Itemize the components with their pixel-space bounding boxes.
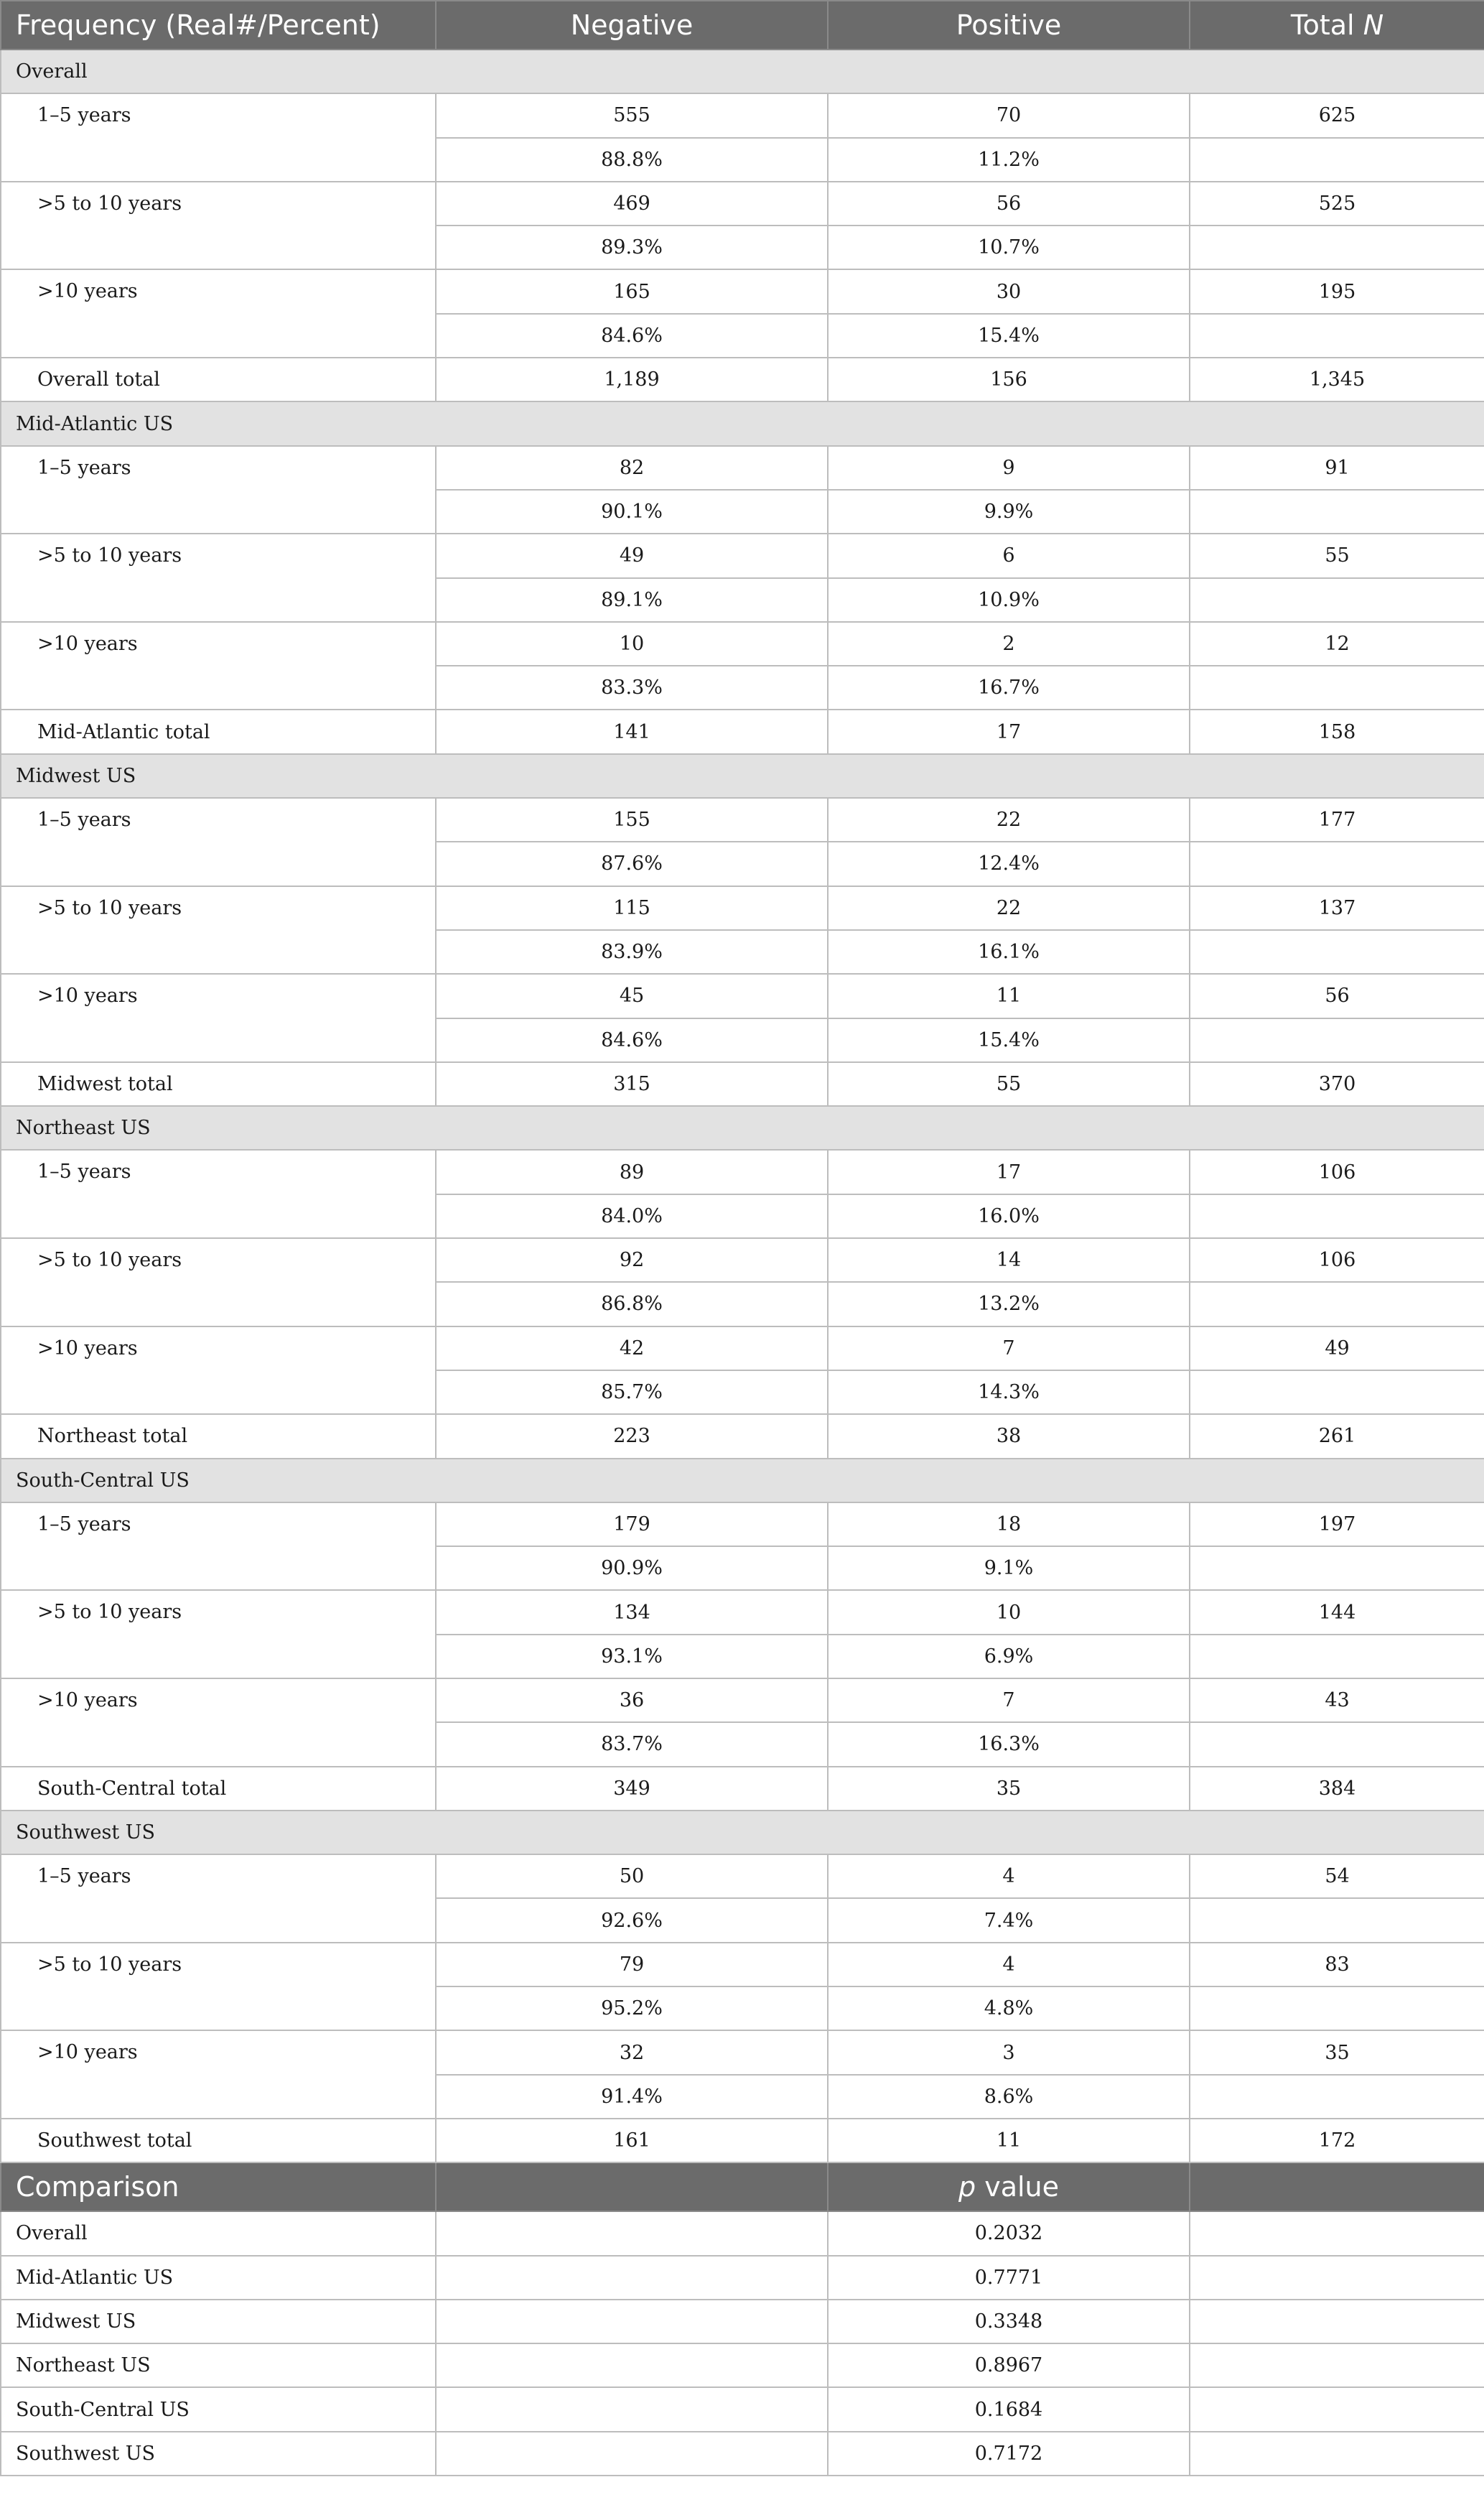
- positive-percent: 11.2%: [828, 138, 1190, 182]
- comparison-header-empty: [1190, 2162, 1484, 2211]
- negative-percent: 84.6%: [436, 314, 828, 358]
- negative-count: 45: [436, 974, 828, 1018]
- grand-total: 384: [1190, 1767, 1484, 1811]
- positive-percent: 16.7%: [828, 666, 1190, 710]
- section-title: South-Central US: [1, 1459, 1484, 1502]
- negative-percent: 93.1%: [436, 1635, 828, 1678]
- header-total-n: [1190, 1, 1484, 50]
- positive-count: 70: [828, 93, 1190, 137]
- p-value: 0.7771: [828, 2256, 1190, 2300]
- negative-count: 42: [436, 1326, 828, 1370]
- positive-percent: 16.3%: [828, 1722, 1190, 1766]
- comparison-empty: [436, 2256, 828, 2300]
- table-row: [1, 1678, 1484, 1722]
- negative-percent: 88.8%: [436, 138, 828, 182]
- total-count: 177: [1190, 798, 1484, 842]
- comparison-label: South-Central US: [1, 2387, 436, 2431]
- comparison-empty: [1190, 2387, 1484, 2431]
- comparison-row: [1, 2343, 1484, 2387]
- total-percent-empty: [1190, 1898, 1484, 1942]
- row-label: >5 to 10 years: [1, 534, 436, 622]
- total-count: 91: [1190, 446, 1484, 490]
- comparison-empty: [1190, 2256, 1484, 2300]
- negative-count: 36: [436, 1678, 828, 1722]
- total-count: 137: [1190, 886, 1484, 930]
- total-percent-empty: [1190, 1986, 1484, 2030]
- positive-total: 35: [828, 1767, 1190, 1811]
- header-total-prefix: Total: [1290, 9, 1355, 41]
- total-row: [1, 1414, 1484, 1458]
- total-count: 54: [1190, 1854, 1484, 1898]
- total-label: Midwest total: [1, 1062, 436, 1106]
- row-label: 1–5 years: [1, 446, 436, 534]
- section-title: Northeast US: [1, 1106, 1484, 1150]
- table-row: [1, 93, 1484, 137]
- total-count: 43: [1190, 1678, 1484, 1722]
- negative-total: 315: [436, 1062, 828, 1106]
- p-value: 0.7172: [828, 2432, 1190, 2476]
- negative-count: 179: [436, 1502, 828, 1546]
- table-row: [1, 446, 1484, 490]
- row-label: >5 to 10 years: [1, 886, 436, 975]
- negative-count: 10: [436, 622, 828, 666]
- total-percent-empty: [1190, 1546, 1484, 1590]
- positive-percent: 10.9%: [828, 578, 1190, 622]
- table-row: [1, 1943, 1484, 1986]
- positive-percent: 13.2%: [828, 1282, 1190, 1326]
- negative-count: 115: [436, 886, 828, 930]
- positive-percent: 12.4%: [828, 842, 1190, 886]
- header-positive: Positive: [828, 1, 1190, 50]
- negative-total: 161: [436, 2119, 828, 2162]
- total-percent-empty: [1190, 1018, 1484, 1062]
- table-row: [1, 1854, 1484, 1898]
- positive-percent: 14.3%: [828, 1370, 1190, 1414]
- section-header-row: [1, 754, 1484, 798]
- total-percent-empty: [1190, 490, 1484, 534]
- table-row: [1, 974, 1484, 1018]
- comparison-header-empty: [436, 2162, 828, 2211]
- positive-total: 156: [828, 358, 1190, 401]
- comparison-label: Midwest US: [1, 2300, 436, 2343]
- p-value-suffix: value: [984, 2171, 1059, 2203]
- total-label: Overall total: [1, 358, 436, 401]
- negative-count: 89: [436, 1150, 828, 1194]
- positive-count: 4: [828, 1854, 1190, 1898]
- positive-count: 9: [828, 446, 1190, 490]
- negative-percent: 85.7%: [436, 1370, 828, 1414]
- positive-total: 55: [828, 1062, 1190, 1106]
- positive-count: 11: [828, 974, 1190, 1018]
- negative-total: 223: [436, 1414, 828, 1458]
- negative-percent: 84.0%: [436, 1194, 828, 1238]
- negative-total: 1,189: [436, 358, 828, 401]
- comparison-empty: [1190, 2211, 1484, 2255]
- positive-count: 2: [828, 622, 1190, 666]
- total-count: 106: [1190, 1150, 1484, 1194]
- negative-count: 555: [436, 93, 828, 137]
- header-frequency: Frequency (Real#/Percent): [1, 1, 436, 50]
- row-label: >5 to 10 years: [1, 1590, 436, 1678]
- positive-percent: 9.9%: [828, 490, 1190, 534]
- negative-count: 155: [436, 798, 828, 842]
- total-label: Mid-Atlantic total: [1, 710, 436, 753]
- total-count: 12: [1190, 622, 1484, 666]
- total-percent-empty: [1190, 666, 1484, 710]
- negative-percent: 91.4%: [436, 2075, 828, 2119]
- positive-percent: 4.8%: [828, 1986, 1190, 2030]
- negative-percent: 89.1%: [436, 578, 828, 622]
- comparison-row: [1, 2256, 1484, 2300]
- positive-count: 14: [828, 1238, 1190, 1282]
- negative-count: 82: [436, 446, 828, 490]
- total-percent-empty: [1190, 1635, 1484, 1678]
- positive-count: 6: [828, 534, 1190, 577]
- positive-total: 38: [828, 1414, 1190, 1458]
- table-row: [1, 622, 1484, 666]
- p-value: 0.2032: [828, 2211, 1190, 2255]
- total-percent-empty: [1190, 138, 1484, 182]
- positive-count: 10: [828, 1590, 1190, 1634]
- total-percent-empty: [1190, 1282, 1484, 1326]
- positive-count: 4: [828, 1943, 1190, 1986]
- negative-count: 49: [436, 534, 828, 577]
- total-count: 49: [1190, 1326, 1484, 1370]
- comparison-empty: [1190, 2432, 1484, 2476]
- grand-total: 1,345: [1190, 358, 1484, 401]
- table-row: [1, 1502, 1484, 1546]
- row-label: >10 years: [1, 269, 436, 358]
- total-percent-empty: [1190, 1370, 1484, 1414]
- row-label: 1–5 years: [1, 1150, 436, 1238]
- positive-count: 7: [828, 1678, 1190, 1722]
- row-label: 1–5 years: [1, 93, 436, 182]
- total-percent-empty: [1190, 314, 1484, 358]
- negative-count: 165: [436, 269, 828, 313]
- total-percent-empty: [1190, 842, 1484, 886]
- table-row: [1, 1590, 1484, 1634]
- negative-total: 141: [436, 710, 828, 753]
- negative-count: 32: [436, 2030, 828, 2074]
- total-percent-empty: [1190, 578, 1484, 622]
- positive-percent: 15.4%: [828, 1018, 1190, 1062]
- negative-percent: 83.9%: [436, 930, 828, 974]
- total-percent-empty: [1190, 1194, 1484, 1238]
- total-count: 83: [1190, 1943, 1484, 1986]
- table-row: [1, 1238, 1484, 1282]
- section-header-row: [1, 50, 1484, 93]
- section-header-row: [1, 1459, 1484, 1502]
- total-count: 35: [1190, 2030, 1484, 2074]
- positive-count: 18: [828, 1502, 1190, 1546]
- positive-count: 3: [828, 2030, 1190, 2074]
- negative-percent: 87.6%: [436, 842, 828, 886]
- total-count: 195: [1190, 269, 1484, 313]
- table-row: [1, 182, 1484, 226]
- positive-count: 17: [828, 1150, 1190, 1194]
- total-row: [1, 1767, 1484, 1811]
- total-label: Southwest total: [1, 2119, 436, 2162]
- positive-total: 11: [828, 2119, 1190, 2162]
- section-header-row: [1, 1811, 1484, 1854]
- negative-percent: 84.6%: [436, 1018, 828, 1062]
- negative-percent: 90.9%: [436, 1546, 828, 1590]
- section-title: Overall: [1, 50, 1484, 93]
- grand-total: 172: [1190, 2119, 1484, 2162]
- negative-percent: 83.7%: [436, 1722, 828, 1766]
- row-label: >10 years: [1, 974, 436, 1062]
- negative-percent: 86.8%: [436, 1282, 828, 1326]
- section-title: Midwest US: [1, 754, 1484, 798]
- comparison-row: [1, 2211, 1484, 2255]
- grand-total: 261: [1190, 1414, 1484, 1458]
- row-label: >5 to 10 years: [1, 182, 436, 270]
- total-row: [1, 358, 1484, 401]
- total-row: [1, 2119, 1484, 2162]
- row-label: 1–5 years: [1, 1502, 436, 1591]
- comparison-label: Mid-Atlantic US: [1, 2256, 436, 2300]
- header-negative: Negative: [436, 1, 828, 50]
- table-row: [1, 1326, 1484, 1370]
- negative-percent: 95.2%: [436, 1986, 828, 2030]
- p-value: 0.8967: [828, 2343, 1190, 2387]
- comparison-row: [1, 2387, 1484, 2431]
- comparison-empty: [436, 2387, 828, 2431]
- comparison-row: [1, 2432, 1484, 2476]
- total-count: 56: [1190, 974, 1484, 1018]
- positive-percent: 7.4%: [828, 1898, 1190, 1942]
- row-label: >10 years: [1, 2030, 436, 2119]
- table-header-row: [1, 1, 1484, 50]
- comparison-empty: [436, 2211, 828, 2255]
- total-count: 197: [1190, 1502, 1484, 1546]
- comparison-empty: [436, 2343, 828, 2387]
- table-row: [1, 886, 1484, 930]
- table-row: [1, 534, 1484, 577]
- comparison-label: Southwest US: [1, 2432, 436, 2476]
- comparison-empty: [1190, 2343, 1484, 2387]
- total-percent-empty: [1190, 2075, 1484, 2119]
- comparison-label: Northeast US: [1, 2343, 436, 2387]
- positive-count: 56: [828, 182, 1190, 226]
- total-row: [1, 1062, 1484, 1106]
- negative-total: 349: [436, 1767, 828, 1811]
- total-count: 625: [1190, 93, 1484, 137]
- total-percent-empty: [1190, 226, 1484, 269]
- comparison-empty: [1190, 2300, 1484, 2343]
- header-total-var: N: [1363, 9, 1384, 41]
- negative-percent: 83.3%: [436, 666, 828, 710]
- row-label: 1–5 years: [1, 1854, 436, 1943]
- total-row: [1, 710, 1484, 753]
- p-value: 0.1684: [828, 2387, 1190, 2431]
- negative-count: 92: [436, 1238, 828, 1282]
- grand-total: 370: [1190, 1062, 1484, 1106]
- positive-percent: 16.0%: [828, 1194, 1190, 1238]
- positive-total: 17: [828, 710, 1190, 753]
- p-value-var: p: [958, 2171, 976, 2203]
- positive-count: 22: [828, 798, 1190, 842]
- comparison-empty: [436, 2300, 828, 2343]
- section-title: Mid-Atlantic US: [1, 401, 1484, 445]
- negative-count: 79: [436, 1943, 828, 1986]
- negative-percent: 92.6%: [436, 1898, 828, 1942]
- positive-count: 22: [828, 886, 1190, 930]
- positive-percent: 6.9%: [828, 1635, 1190, 1678]
- negative-percent: 89.3%: [436, 226, 828, 269]
- total-count: 55: [1190, 534, 1484, 577]
- row-label: >10 years: [1, 1326, 436, 1415]
- total-label: Northeast total: [1, 1414, 436, 1458]
- table-row: [1, 798, 1484, 842]
- negative-count: 134: [436, 1590, 828, 1634]
- positive-percent: 10.7%: [828, 226, 1190, 269]
- section-header-row: [1, 1106, 1484, 1150]
- grand-total: 158: [1190, 710, 1484, 753]
- section-title: Southwest US: [1, 1811, 1484, 1854]
- total-label: South-Central total: [1, 1767, 436, 1811]
- row-label: >10 years: [1, 622, 436, 710]
- row-label: >5 to 10 years: [1, 1238, 436, 1326]
- table-row: [1, 1150, 1484, 1194]
- table-row: [1, 269, 1484, 313]
- p-value: 0.3348: [828, 2300, 1190, 2343]
- positive-percent: 16.1%: [828, 930, 1190, 974]
- positive-count: 7: [828, 1326, 1190, 1370]
- p-value-header: [828, 2162, 1190, 2211]
- region-body: [1, 50, 1484, 2162]
- comparison-body: [1, 2162, 1484, 2476]
- positive-percent: 8.6%: [828, 2075, 1190, 2119]
- positive-count: 30: [828, 269, 1190, 313]
- row-label: >10 years: [1, 1678, 436, 1767]
- negative-count: 50: [436, 1854, 828, 1898]
- comparison-empty: [436, 2432, 828, 2476]
- positive-percent: 9.1%: [828, 1546, 1190, 1590]
- section-header-row: [1, 401, 1484, 445]
- total-count: 106: [1190, 1238, 1484, 1282]
- total-count: 525: [1190, 182, 1484, 226]
- positive-percent: 15.4%: [828, 314, 1190, 358]
- comparison-label: Overall: [1, 2211, 436, 2255]
- negative-percent: 90.1%: [436, 490, 828, 534]
- total-percent-empty: [1190, 1722, 1484, 1766]
- total-count: 144: [1190, 1590, 1484, 1634]
- negative-count: 469: [436, 182, 828, 226]
- total-percent-empty: [1190, 930, 1484, 974]
- comparison-header-row: [1, 2162, 1484, 2211]
- comparison-row: [1, 2300, 1484, 2343]
- comparison-header: Comparison: [1, 2162, 436, 2211]
- row-label: >5 to 10 years: [1, 1943, 436, 2031]
- table-row: [1, 2030, 1484, 2074]
- row-label: 1–5 years: [1, 798, 436, 886]
